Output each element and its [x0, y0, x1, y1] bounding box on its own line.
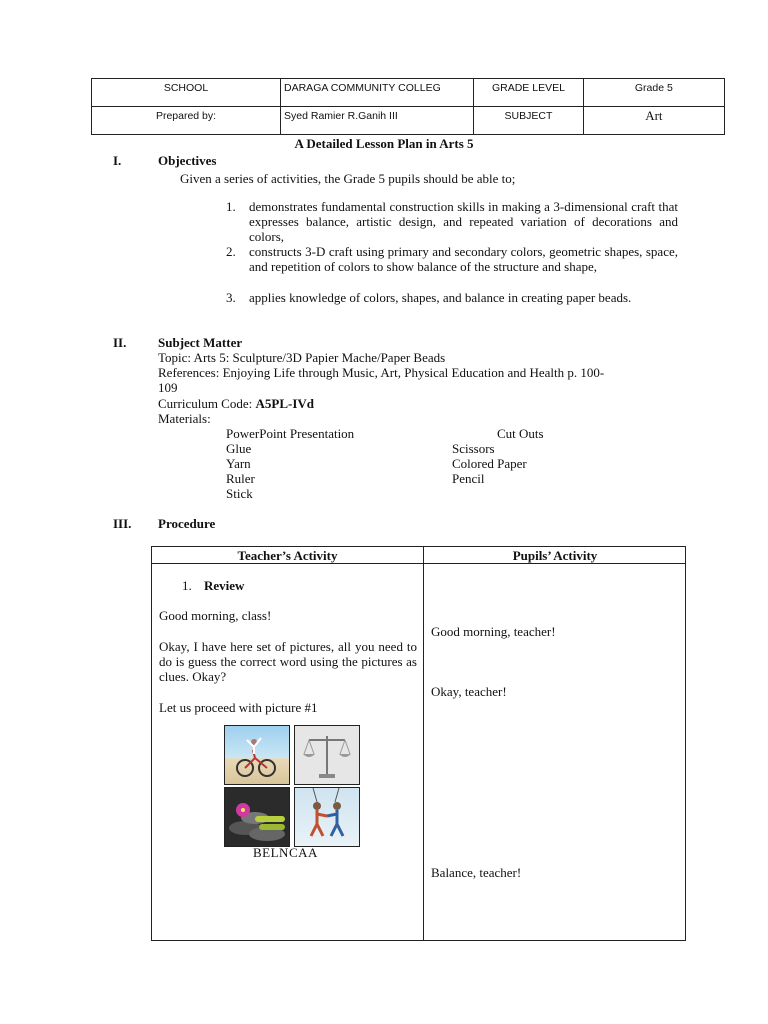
header-table	[91, 78, 725, 135]
school-label-cell: SCHOOL	[92, 79, 281, 107]
objective-number: 3.	[226, 290, 236, 305]
teacher-line: Okay, I have here set of pictures, all you need to do is guess the correct word using the pictures as clues. Okay?	[159, 639, 417, 684]
material-item: Scissors	[452, 441, 495, 456]
objective-text: applies knowledge of colors, shapes, and balance in creating paper beads.	[249, 290, 632, 305]
objectives-heading: Objectives	[158, 153, 217, 168]
review-number: 1.	[182, 578, 192, 593]
material-item: Cut Outs	[497, 426, 544, 441]
teacher-line: Good morning, class!	[159, 608, 272, 623]
pupil-line: Balance, teacher!	[431, 865, 522, 880]
procedure-heading: Procedure	[158, 516, 216, 531]
objectives-numeral: I.	[113, 153, 122, 168]
material-item: Glue	[226, 441, 252, 456]
teacher-activity-header: Teacher’s Activity	[237, 548, 338, 563]
grade-label-cell: GRADE LEVEL	[474, 79, 584, 107]
objectives-intro: Given a series of activities, the Grade 5 pupils should be able to;	[180, 171, 516, 186]
objective-number: 2.	[226, 244, 236, 259]
prepared-label-cell: Prepared by:	[92, 107, 281, 135]
objective-text: demonstrates fundamental construction skills in making a 3-dimensional craft that expresses balance, artistic design, and repeated variation of decorations and colors,	[249, 199, 678, 244]
pupil-line: Good morning, teacher!	[431, 624, 556, 639]
materials-label: Materials:	[158, 411, 211, 426]
objective-text: constructs 3-D craft using primary and secondary colors, geometric shapes, space, and repetition of colors to show balance of the structure and shape,	[249, 244, 678, 274]
material-item: Colored Paper	[452, 456, 527, 471]
school-value-cell: DARAGA COMMUNITY COLLEG	[281, 79, 474, 107]
material-item: Stick	[226, 486, 253, 501]
curriculum-code: A5PL-IVd	[255, 396, 315, 411]
subject-label-cell: SUBJECT	[474, 107, 584, 135]
column-divider	[423, 547, 424, 940]
topic-line: Topic: Arts 5: Sculpture/3D Papier Mache/Paper Beads	[158, 350, 446, 365]
objective-item	[226, 244, 678, 274]
document-title: A Detailed Lesson Plan in Arts 5	[294, 136, 474, 151]
pupil-line: Okay, teacher!	[431, 684, 507, 699]
stones-flower-photo	[224, 787, 290, 847]
procedure-numeral: III.	[113, 516, 132, 531]
objective-number: 1.	[226, 199, 236, 214]
subject-value-cell: Art	[583, 107, 724, 135]
scrambled-word: BELNCAA	[253, 845, 318, 860]
picture-grid	[224, 725, 360, 847]
references-line-2: 109	[158, 380, 178, 395]
scales-photo	[294, 725, 360, 785]
teacher-line: Let us proceed with picture #1	[159, 700, 318, 715]
material-item: PowerPoint Presentation	[226, 426, 355, 441]
review-label: Review	[204, 578, 245, 593]
curriculum-code-line	[158, 396, 314, 411]
material-item: Pencil	[452, 471, 485, 486]
objective-item	[226, 199, 678, 244]
curriculum-label: Curriculum Code:	[158, 396, 256, 411]
procedure-table	[151, 546, 686, 941]
subject-matter-numeral: II.	[113, 335, 127, 350]
references-line: References: Enjoying Life through Music, Art, Physical Education and Health p. 100-	[158, 365, 605, 380]
material-item: Yarn	[226, 456, 251, 471]
climbers-photo	[294, 787, 360, 847]
bicycle-photo	[224, 725, 290, 785]
objective-item	[226, 290, 678, 305]
material-item: Ruler	[226, 471, 255, 486]
pupils-activity-header: Pupils’ Activity	[512, 548, 598, 563]
grade-value-cell: Grade 5	[583, 79, 724, 107]
subject-matter-heading: Subject Matter	[158, 335, 243, 350]
prepared-value-cell: Syed Ramier R.Ganih III	[281, 107, 474, 135]
